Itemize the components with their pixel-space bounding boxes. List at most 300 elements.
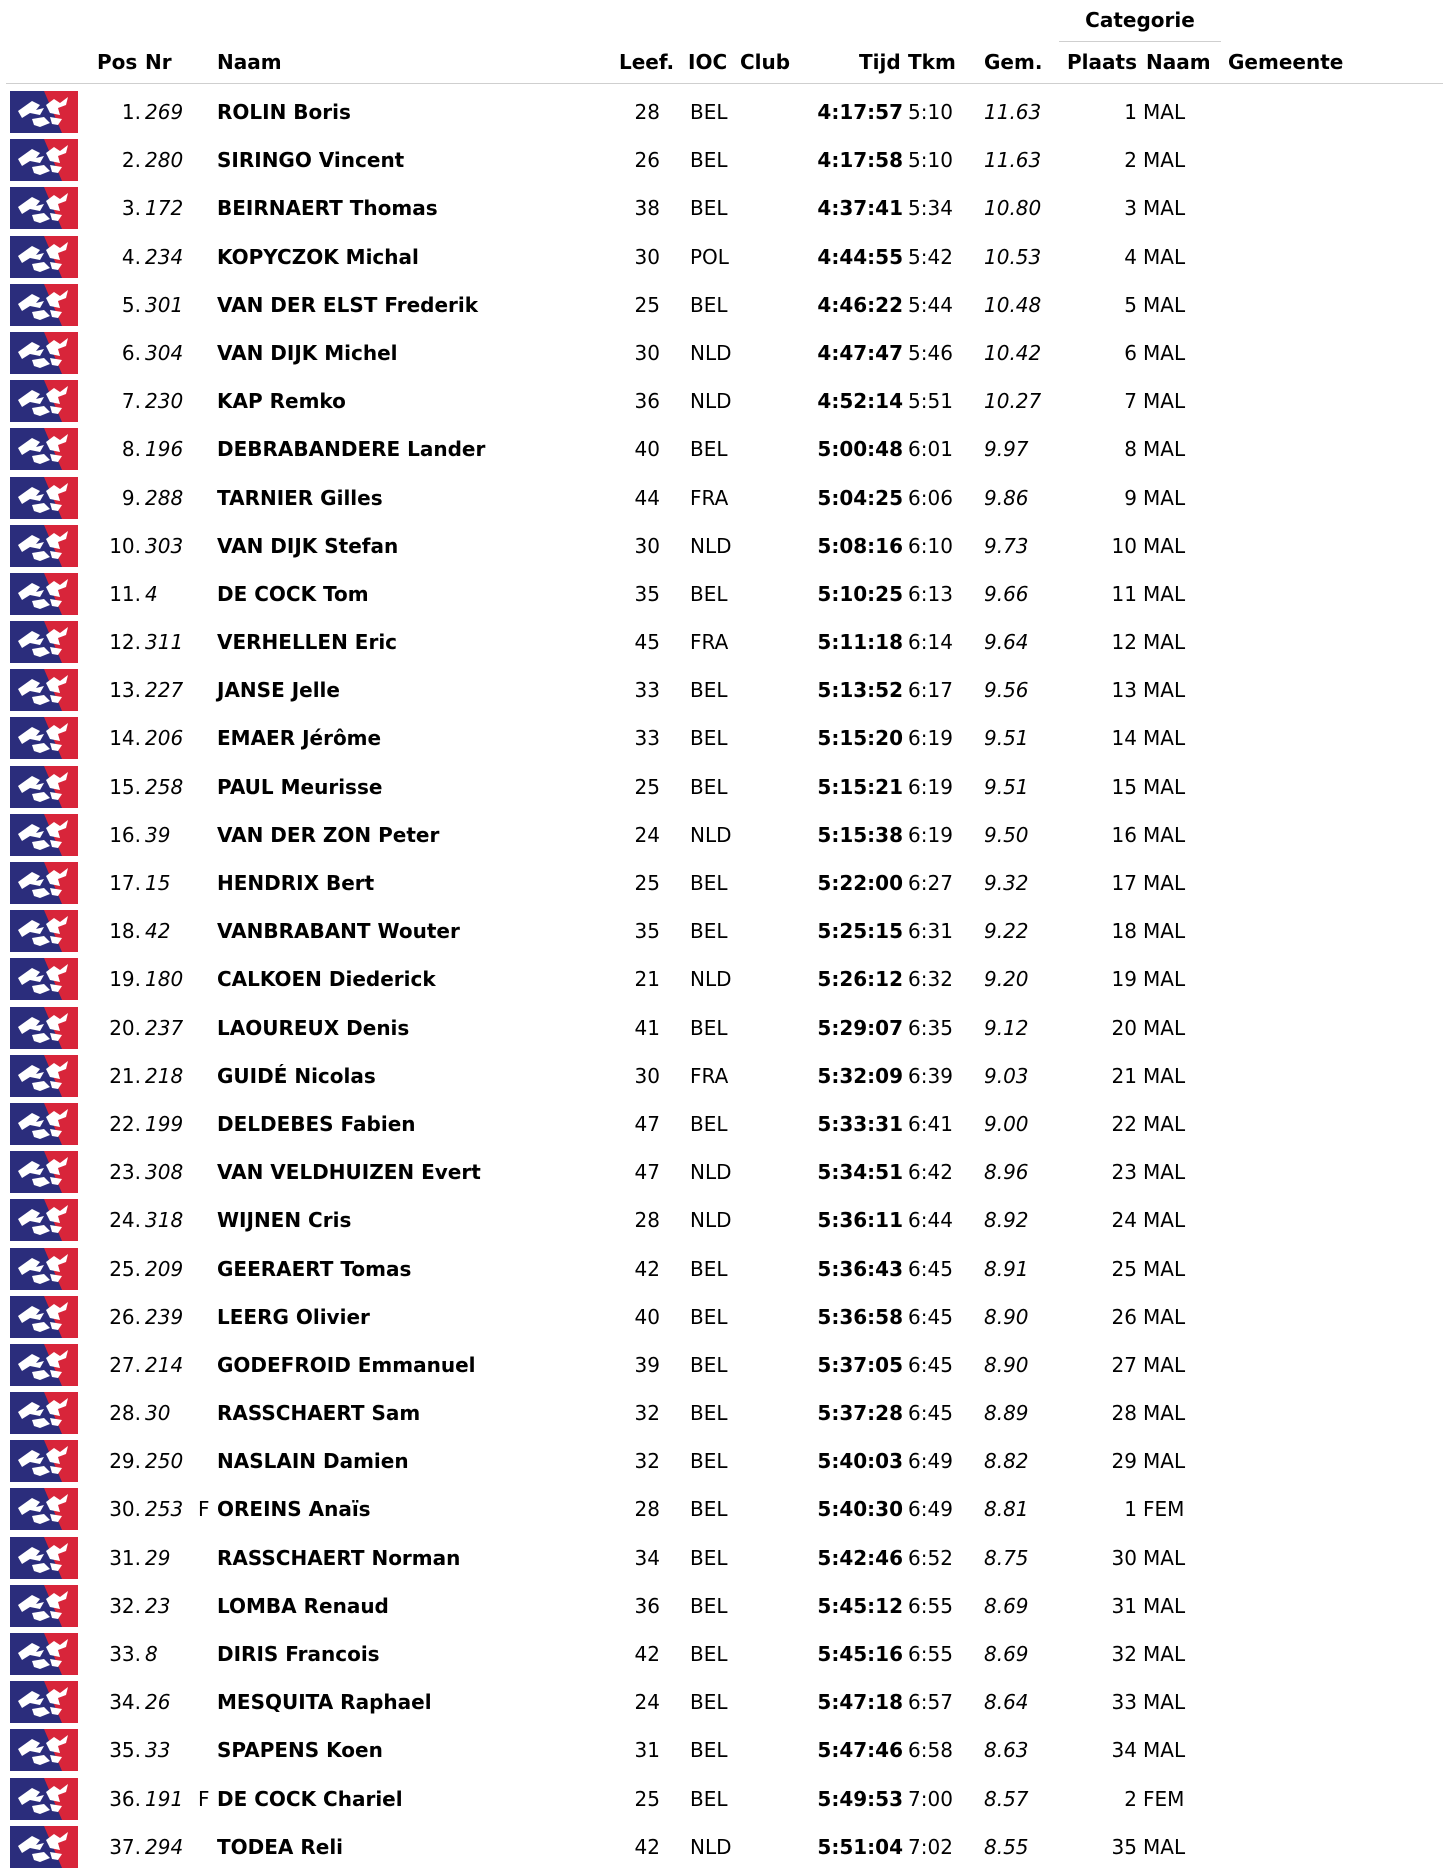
- age-cell: 42: [634, 1256, 660, 1281]
- average-speed-cell: 10.42: [984, 340, 1042, 365]
- average-speed-cell: 10.27: [984, 389, 1042, 414]
- time-cell: 5:29:07: [817, 1015, 903, 1040]
- category-place-cell: 6: [1124, 340, 1137, 365]
- country-cell: FRA: [690, 1063, 729, 1088]
- country-cell: BEL: [690, 292, 728, 317]
- average-speed-cell: 9.66: [984, 581, 1029, 606]
- race-logo-icon: [10, 1151, 78, 1193]
- position-cell: 17.: [109, 871, 141, 895]
- time-cell: 5:37:05: [817, 1352, 903, 1377]
- runner-name-cell[interactable]: PAUL Meurisse: [217, 774, 383, 799]
- runner-name-cell[interactable]: DE COCK Chariel: [217, 1786, 403, 1811]
- average-speed-cell: 9.20: [984, 967, 1029, 992]
- race-logo-icon: [10, 573, 78, 615]
- table-row[interactable]: [0, 1437, 1443, 1485]
- country-cell: BEL: [690, 1497, 728, 1522]
- country-cell: BEL: [690, 1401, 728, 1426]
- position-cell: 13.: [109, 678, 141, 703]
- average-speed-cell: 8.82: [984, 1449, 1029, 1474]
- pace-cell: 6:14: [908, 630, 953, 655]
- time-cell: 5:51:04: [817, 1834, 903, 1859]
- position-cell: 19.: [109, 967, 141, 992]
- country-cell: NLD: [690, 1160, 732, 1185]
- col-club[interactable]: Club: [740, 50, 791, 74]
- category-name-cell: MAL: [1143, 389, 1186, 414]
- race-logo-icon: [10, 236, 78, 278]
- runner-name-cell[interactable]: LEERG Olivier: [217, 1304, 370, 1329]
- table-row[interactable]: [0, 136, 1443, 184]
- table-row[interactable]: [0, 1630, 1443, 1678]
- country-cell: BEL: [690, 581, 728, 606]
- country-cell: BEL: [690, 1642, 728, 1666]
- col-plaats[interactable]: Plaats: [1067, 50, 1137, 74]
- pace-cell: 6:01: [908, 437, 953, 462]
- runner-name-cell[interactable]: KAP Remko: [217, 389, 346, 414]
- category-name-cell: MAL: [1143, 678, 1186, 703]
- bib-number-cell: 311: [145, 630, 184, 655]
- column-header-row: [0, 50, 1443, 80]
- country-cell: BEL: [690, 100, 728, 124]
- table-row[interactable]: [0, 1100, 1443, 1148]
- col-pos[interactable]: Pos: [97, 50, 138, 74]
- runner-name-cell[interactable]: DE COCK Tom: [217, 581, 369, 606]
- race-logo-icon: [10, 1537, 78, 1579]
- runner-name-cell[interactable]: RASSCHAERT Sam: [217, 1401, 421, 1426]
- country-cell: BEL: [690, 919, 728, 944]
- table-row[interactable]: [0, 474, 1443, 522]
- table-row[interactable]: [0, 618, 1443, 666]
- age-cell: 38: [634, 196, 660, 221]
- bib-number-cell: 8: [145, 1642, 158, 1666]
- bib-number-cell: 288: [145, 485, 184, 510]
- category-name-cell: MAL: [1143, 1738, 1186, 1763]
- race-logo-icon: [10, 284, 78, 326]
- average-speed-cell: 11.63: [984, 148, 1042, 173]
- category-name-cell: MAL: [1143, 1401, 1186, 1426]
- time-cell: 5:15:21: [817, 774, 903, 799]
- category-name-cell: FEM: [1143, 1786, 1185, 1811]
- position-cell: 20.: [109, 1015, 141, 1040]
- time-cell: 5:36:43: [817, 1256, 903, 1281]
- bib-number-cell: 199: [145, 1111, 184, 1136]
- time-cell: 5:36:11: [817, 1208, 903, 1233]
- category-name-cell: MAL: [1143, 437, 1186, 462]
- bib-number-cell: 29: [145, 1545, 171, 1570]
- table-row[interactable]: [0, 1485, 1443, 1533]
- position-cell: 35.: [109, 1738, 141, 1763]
- table-row[interactable]: [0, 425, 1443, 473]
- average-speed-cell: 9.32: [984, 871, 1029, 895]
- runner-name-cell[interactable]: LAOUREUX Denis: [217, 1015, 410, 1040]
- category-name-cell: MAL: [1143, 340, 1186, 365]
- category-place-cell: 14: [1111, 726, 1137, 751]
- race-logo-icon: [10, 332, 78, 374]
- runner-name-cell[interactable]: VAN DIJK Stefan: [217, 533, 399, 558]
- age-cell: 25: [634, 1786, 660, 1811]
- bib-number-cell: 250: [145, 1449, 184, 1474]
- pace-cell: 5:42: [908, 244, 953, 269]
- sex-cell: F: [198, 1497, 210, 1522]
- pace-cell: 6:27: [908, 871, 953, 895]
- category-place-cell: 7: [1124, 389, 1137, 414]
- race-logo-icon: [10, 1199, 78, 1241]
- category-name-cell: MAL: [1143, 292, 1186, 317]
- age-cell: 35: [634, 919, 660, 944]
- category-name-cell: MAL: [1143, 1593, 1186, 1618]
- runner-name-cell[interactable]: VANBRABANT Wouter: [217, 919, 460, 944]
- category-name-cell: MAL: [1143, 485, 1186, 510]
- category-title: Categorie: [1085, 8, 1195, 32]
- pace-cell: 7:00: [908, 1786, 953, 1811]
- bib-number-cell: 4: [145, 581, 158, 606]
- race-logo-icon: [10, 862, 78, 904]
- table-row[interactable]: [0, 377, 1443, 425]
- table-row[interactable]: [0, 1293, 1443, 1341]
- table-row[interactable]: [0, 1245, 1443, 1293]
- bib-number-cell: 218: [145, 1063, 184, 1088]
- average-speed-cell: 9.03: [984, 1063, 1029, 1088]
- pace-cell: 6:57: [908, 1690, 953, 1715]
- pace-cell: 5:44: [908, 292, 953, 317]
- category-place-cell: 9: [1124, 485, 1137, 510]
- position-cell: 31.: [109, 1545, 141, 1570]
- table-row[interactable]: [0, 233, 1443, 281]
- category-place-cell: 2: [1124, 1786, 1137, 1811]
- time-cell: 5:34:51: [817, 1160, 903, 1185]
- race-logo-icon: [10, 814, 78, 856]
- age-cell: 33: [634, 678, 660, 703]
- table-row[interactable]: [0, 763, 1443, 811]
- category-place-cell: 29: [1111, 1449, 1137, 1474]
- category-name-cell: MAL: [1143, 1642, 1186, 1666]
- country-cell: BEL: [690, 1352, 728, 1377]
- age-cell: 34: [634, 1545, 660, 1570]
- time-cell: 5:32:09: [817, 1063, 903, 1088]
- runner-name-cell[interactable]: TODEA Reli: [217, 1834, 344, 1859]
- runner-name-cell[interactable]: VAN VELDHUIZEN Evert: [217, 1160, 481, 1185]
- pace-cell: 6:49: [908, 1497, 953, 1522]
- table-row[interactable]: [0, 1678, 1443, 1726]
- table-row[interactable]: [0, 1341, 1443, 1389]
- table-row[interactable]: [0, 1148, 1443, 1196]
- table-row[interactable]: [0, 88, 1443, 136]
- bib-number-cell: 230: [145, 389, 184, 414]
- category-place-cell: 19: [1111, 967, 1137, 992]
- bib-number-cell: 234: [145, 244, 184, 269]
- category-place-cell: 1: [1124, 100, 1137, 124]
- col-tijd[interactable]: Tijd: [859, 50, 901, 74]
- category-place-cell: 28: [1111, 1401, 1137, 1426]
- category-place-cell: 31: [1111, 1593, 1137, 1618]
- position-cell: 14.: [109, 726, 141, 751]
- bib-number-cell: 294: [145, 1834, 184, 1859]
- average-speed-cell: 11.63: [984, 100, 1042, 124]
- time-cell: 5:00:48: [817, 437, 903, 462]
- col-naam[interactable]: Naam: [217, 50, 282, 74]
- time-cell: 4:17:58: [817, 148, 903, 173]
- time-cell: 5:47:18: [817, 1690, 903, 1715]
- position-cell: 16.: [109, 822, 141, 847]
- pace-cell: 6:31: [908, 919, 953, 944]
- age-cell: 28: [634, 1208, 660, 1233]
- runner-name-cell[interactable]: GODEFROID Emmanuel: [217, 1352, 476, 1377]
- table-row[interactable]: [0, 1004, 1443, 1052]
- col-tkm[interactable]: Tkm: [908, 50, 956, 74]
- runner-name-cell[interactable]: GEERAERT Tomas: [217, 1256, 412, 1281]
- race-logo-icon: [10, 1296, 78, 1338]
- category-place-cell: 15: [1111, 774, 1137, 799]
- race-logo-icon: [10, 380, 78, 422]
- category-name-cell: MAL: [1143, 630, 1186, 655]
- table-row[interactable]: [0, 184, 1443, 232]
- results-table: [0, 88, 1443, 1871]
- table-row[interactable]: [0, 570, 1443, 618]
- country-cell: NLD: [690, 533, 732, 558]
- col-gem[interactable]: Gem.: [984, 50, 1043, 74]
- table-row[interactable]: [0, 281, 1443, 329]
- category-name-cell: MAL: [1143, 1545, 1186, 1570]
- runner-name-cell[interactable]: OREINS Anaïs: [217, 1497, 371, 1522]
- table-row[interactable]: [0, 1582, 1443, 1630]
- average-speed-cell: 9.73: [984, 533, 1029, 558]
- position-cell: 28.: [109, 1401, 141, 1426]
- race-logo-icon: [10, 766, 78, 808]
- pace-cell: 6:19: [908, 822, 953, 847]
- time-cell: 5:08:16: [817, 533, 903, 558]
- col-ioc[interactable]: IOC: [688, 50, 728, 74]
- runner-name-cell[interactable]: ROLIN Boris: [217, 100, 351, 124]
- pace-cell: 5:46: [908, 340, 953, 365]
- pace-cell: 6:49: [908, 1449, 953, 1474]
- age-cell: 25: [634, 774, 660, 799]
- table-row[interactable]: [0, 1534, 1443, 1582]
- category-name-cell: MAL: [1143, 581, 1186, 606]
- race-logo-icon: [10, 187, 78, 229]
- age-cell: 26: [634, 148, 660, 173]
- race-logo-icon: [10, 717, 78, 759]
- country-cell: BEL: [690, 1015, 728, 1040]
- category-name-cell: MAL: [1143, 1063, 1186, 1088]
- position-cell: 9.: [121, 485, 141, 510]
- time-cell: 5:40:30: [817, 1497, 903, 1522]
- table-row[interactable]: [0, 329, 1443, 377]
- table-row[interactable]: [0, 1389, 1443, 1437]
- runner-name-cell[interactable]: KOPYCZOK Michal: [217, 244, 419, 269]
- category-place-cell: 2: [1124, 148, 1137, 173]
- time-cell: 5:11:18: [817, 630, 903, 655]
- table-row[interactable]: [0, 1726, 1443, 1774]
- average-speed-cell: 8.75: [984, 1545, 1029, 1570]
- category-place-cell: 30: [1111, 1545, 1137, 1570]
- pace-cell: 6:45: [908, 1256, 953, 1281]
- bib-number-cell: 318: [145, 1208, 184, 1233]
- runner-name-cell[interactable]: CALKOEN Diederick: [217, 967, 436, 992]
- table-row[interactable]: [0, 811, 1443, 859]
- time-cell: 5:36:58: [817, 1304, 903, 1329]
- runner-name-cell[interactable]: GUIDÉ Nicolas: [217, 1063, 376, 1088]
- country-cell: BEL: [690, 774, 728, 799]
- category-name-cell: MAL: [1143, 822, 1186, 847]
- average-speed-cell: 8.81: [984, 1497, 1029, 1522]
- position-cell: 24.: [109, 1208, 141, 1233]
- time-cell: 4:47:47: [817, 340, 903, 365]
- runner-name-cell[interactable]: DELDEBES Fabien: [217, 1111, 416, 1136]
- table-row[interactable]: [0, 955, 1443, 1003]
- runner-name-cell[interactable]: HENDRIX Bert: [217, 871, 375, 895]
- bib-number-cell: 30: [145, 1401, 171, 1426]
- country-cell: FRA: [690, 485, 729, 510]
- average-speed-cell: 9.86: [984, 485, 1029, 510]
- table-row[interactable]: [0, 666, 1443, 714]
- category-place-cell: 4: [1124, 244, 1137, 269]
- time-cell: 5:47:46: [817, 1738, 903, 1763]
- table-row[interactable]: [0, 1823, 1443, 1871]
- runner-name-cell[interactable]: TARNIER Gilles: [217, 485, 383, 510]
- col-gemeente[interactable]: Gemeente: [1228, 50, 1344, 74]
- bib-number-cell: 196: [145, 437, 184, 462]
- position-cell: 5.: [121, 292, 141, 317]
- average-speed-cell: 9.51: [984, 726, 1029, 751]
- col-leeftijd[interactable]: Leef.: [619, 50, 675, 74]
- table-row[interactable]: [0, 1196, 1443, 1244]
- position-cell: 11.: [109, 581, 141, 606]
- col-cat-naam[interactable]: Naam: [1146, 50, 1211, 74]
- position-cell: 34.: [109, 1690, 141, 1715]
- average-speed-cell: 8.96: [984, 1160, 1029, 1185]
- age-cell: 28: [634, 1497, 660, 1522]
- runner-name-cell[interactable]: WIJNEN Cris: [217, 1208, 352, 1233]
- category-place-cell: 10: [1111, 533, 1137, 558]
- category-header: [0, 8, 1443, 38]
- runner-name-cell[interactable]: VAN DER ELST Frederik: [217, 292, 479, 317]
- category-name-cell: MAL: [1143, 1111, 1186, 1136]
- average-speed-cell: 9.12: [984, 1015, 1029, 1040]
- bib-number-cell: 191: [145, 1786, 184, 1811]
- runner-name-cell[interactable]: BEIRNAERT Thomas: [217, 196, 438, 221]
- age-cell: 30: [634, 340, 660, 365]
- average-speed-cell: 9.56: [984, 678, 1029, 703]
- age-cell: 44: [634, 485, 660, 510]
- runner-name-cell[interactable]: NASLAIN Damien: [217, 1449, 409, 1474]
- position-cell: 12.: [109, 630, 141, 655]
- race-logo-icon: [10, 525, 78, 567]
- position-cell: 10.: [109, 533, 141, 558]
- bib-number-cell: 280: [145, 148, 184, 173]
- pace-cell: 6:17: [908, 678, 953, 703]
- category-place-cell: 25: [1111, 1256, 1137, 1281]
- position-cell: 27.: [109, 1352, 141, 1377]
- pace-cell: 6:19: [908, 726, 953, 751]
- position-cell: 18.: [109, 919, 141, 944]
- bib-number-cell: 206: [145, 726, 184, 751]
- position-cell: 7.: [121, 389, 141, 414]
- position-cell: 21.: [109, 1063, 141, 1088]
- table-row[interactable]: [0, 714, 1443, 762]
- table-row[interactable]: [0, 1775, 1443, 1823]
- bib-number-cell: 303: [145, 533, 184, 558]
- table-row[interactable]: [0, 522, 1443, 570]
- country-cell: POL: [690, 244, 729, 269]
- position-cell: 4.: [121, 244, 141, 269]
- runner-name-cell[interactable]: SPAPENS Koen: [217, 1738, 383, 1763]
- pace-cell: 6:45: [908, 1401, 953, 1426]
- age-cell: 41: [634, 1015, 660, 1040]
- runner-name-cell[interactable]: EMAER Jérôme: [217, 726, 382, 751]
- age-cell: 36: [634, 1593, 660, 1618]
- category-name-cell: MAL: [1143, 871, 1186, 895]
- runner-name-cell[interactable]: JANSE Jelle: [217, 678, 340, 703]
- col-nr[interactable]: Nr: [145, 50, 172, 74]
- time-cell: 5:15:20: [817, 726, 903, 751]
- table-row[interactable]: [0, 859, 1443, 907]
- country-cell: BEL: [690, 437, 728, 462]
- runner-name-cell[interactable]: VAN DER ZON Peter: [217, 822, 440, 847]
- race-logo-icon: [10, 1007, 78, 1049]
- runner-name-cell[interactable]: MESQUITA Raphael: [217, 1690, 432, 1715]
- country-cell: BEL: [690, 1111, 728, 1136]
- average-speed-cell: 8.90: [984, 1304, 1029, 1329]
- category-place-cell: 33: [1111, 1690, 1137, 1715]
- runner-name-cell[interactable]: VAN DIJK Michel: [217, 340, 398, 365]
- pace-cell: 6:13: [908, 581, 953, 606]
- category-place-cell: 27: [1111, 1352, 1137, 1377]
- pace-cell: 5:34: [908, 196, 953, 221]
- category-name-cell: MAL: [1143, 1015, 1186, 1040]
- position-cell: 25.: [109, 1256, 141, 1281]
- race-logo-icon: [10, 91, 78, 133]
- average-speed-cell: 8.89: [984, 1401, 1029, 1426]
- category-place-cell: 32: [1111, 1642, 1137, 1666]
- runner-name-cell[interactable]: DEBRABANDERE Lander: [217, 437, 486, 462]
- age-cell: 24: [634, 822, 660, 847]
- average-speed-cell: 8.91: [984, 1256, 1029, 1281]
- category-place-cell: 22: [1111, 1111, 1137, 1136]
- table-row[interactable]: [0, 907, 1443, 955]
- average-speed-cell: 8.92: [984, 1208, 1029, 1233]
- runner-name-cell[interactable]: VERHELLEN Eric: [217, 630, 398, 655]
- race-logo-icon: [10, 1055, 78, 1097]
- category-name-cell: MAL: [1143, 533, 1186, 558]
- bib-number-cell: 237: [145, 1015, 184, 1040]
- runner-name-cell[interactable]: DIRIS Francois: [217, 1642, 380, 1666]
- age-cell: 21: [634, 967, 660, 992]
- table-row[interactable]: [0, 1052, 1443, 1100]
- position-cell: 29.: [109, 1449, 141, 1474]
- time-cell: 5:26:12: [817, 967, 903, 992]
- race-logo-icon: [10, 1248, 78, 1290]
- category-place-cell: 20: [1111, 1015, 1137, 1040]
- pace-cell: 6:45: [908, 1304, 953, 1329]
- country-cell: NLD: [690, 1208, 732, 1233]
- runner-name-cell[interactable]: SIRINGO Vincent: [217, 148, 405, 173]
- runner-name-cell[interactable]: LOMBA Renaud: [217, 1593, 389, 1618]
- average-speed-cell: 8.63: [984, 1738, 1029, 1763]
- category-place-cell: 26: [1111, 1304, 1137, 1329]
- runner-name-cell[interactable]: RASSCHAERT Norman: [217, 1545, 461, 1570]
- pace-cell: 6:06: [908, 485, 953, 510]
- category-place-cell: 16: [1111, 822, 1137, 847]
- pace-cell: 6:39: [908, 1063, 953, 1088]
- bib-number-cell: 301: [145, 292, 184, 317]
- category-name-cell: MAL: [1143, 1352, 1186, 1377]
- race-logo-icon: [10, 1440, 78, 1482]
- average-speed-cell: 8.64: [984, 1690, 1029, 1715]
- pace-cell: 6:19: [908, 774, 953, 799]
- time-cell: 4:44:55: [817, 244, 903, 269]
- bib-number-cell: 304: [145, 340, 184, 365]
- race-logo-icon: [10, 910, 78, 952]
- position-cell: 32.: [109, 1593, 141, 1618]
